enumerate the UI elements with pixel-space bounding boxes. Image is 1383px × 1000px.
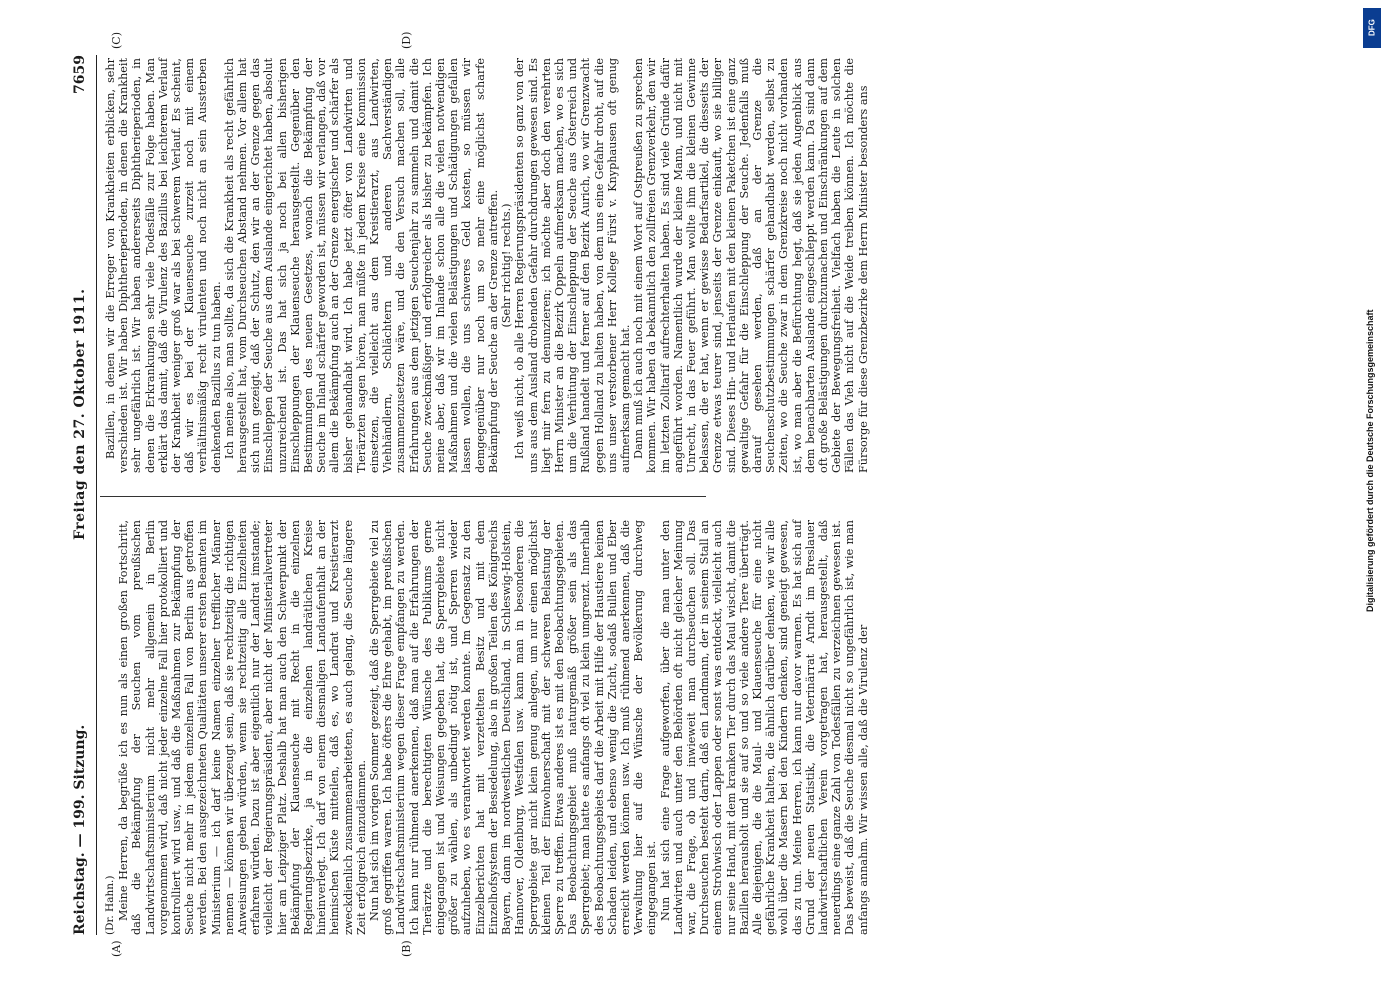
- left-paragraph: Nun hat sich im vorigen Sommer gezeigt, daß die Sperrgebiete viel zu groß gegriffen waren. Ich habe öfters die Ehre gehabt, im preußischen Landwirtschaftsministerium wegen dieser Frage empfangen zu werden. Ich kann nur rühmend anerkennen, daß man auf die Erfahrungen der Tierärzte und die berechtigten Wünsche des Publikums gerne eingegangen ist und Weisungen gegeben hat, die Sperrgebiete nicht größer zu wählen, als unbedingt nötig ist, und Sperren wieder aufzuheben, wo es verantwortet werden konnte. Im Gegensatz zu den Einzelberichten hat mit verzettelten Besitz und mit dem Einzelhofsystem der Besiedelung, also in großen Teilen des Königreichs Bayern, dann im nordwestlichen Deutschland, in Schleswig-Holstein, Hannover, Oldenburg, Westfalen usw. kann man in besonderen die Sperrgebiete gar nicht klein genug anlegen, um nur einen möglichst kleinen Teil der Einwohnerschaft mit der schweren Belastung der Sperre zu treffen. Etwas anderes ist es mit den Beobachtungsgebieten. Das Beobachtungsgebiet muß naturgemäß größer sein als das Sperrgebiet; man hatte es anfangs oft viel zu klein umgrenzt. Innerhalb des Beobachtungsgebiets darf die Arbeit mit Hilfe der Haustiere keinen Schaden leiden, und ebenso wenig die Zucht, sodaß Bullen und Eber erreicht werden können usw. Ich muß rühmend anerkennen, daß die Verwaltung hier auf die Wünsche der Bevölkerung durchweg eingegangen ist.: [368, 520, 659, 935]
- marker-a: (A): [110, 940, 123, 957]
- left-column: [104, 520, 870, 935]
- right-paragraph: Bazillen, in denen wir die Erreger von Krankheiten erblicken, sehr verschieden ist. Wir haben Diphtherieperioden, in denen die Krankheit sehr ungefährlich ist. Wir haben andererseits Diphtherieperioden, in denen die Erkrankungen sehr viele Todesfälle zur Folge haben. Man erklärt das damit, daß die Virulenz des Bazillus bei leichterem Verlauf der Krankheit weniger groß war als bei schwerem Verlauf. Es scheint, daß wir es bei der Klauenseuche zurzeit noch mit einem verhältnismäßig recht virulenten und noch nicht an sein Aussterben denkenden Bazillus zu tun haben.: [104, 58, 223, 473]
- marker-c: (C): [110, 32, 123, 49]
- column-divider: [100, 496, 706, 497]
- digitization-credit: Digitalisierung gefördert durch die Deutsche Forschungsgemeinschaft: [1365, 309, 1375, 612]
- left-paragraph: Nun hat sich eine Frage aufgeworfen, über die man unter den Landwirten und auch unter den Behörden oft nicht gleicher Meinung war, die Frage, ob und inwieweit man durchseuchen soll. Das Durchseuchen besteht darin, daß ein Landmann, der in seinem Stall an einem Strohwisch oder Lappen oder sonst was entdeckt, vielleicht auch nur seine Hand, mit dem kranken Tier durch das Maul wischt, damit die Bazillen herausholt und sie auf so und so viele andere Tiere überträgt. Alle diejenigen, die die Maul- und Klauenseuche für eine nicht gefährliche Krankheit halten, die ähnlich darüber denken, wie wir alle wohl über die Masern bei den Kindern denken, sind geneigt gewesen, das zu tun. Meine Herren, ich kann nur davor warnen. Es hat sich auf Grund der neuen Statistik, die Veterinärrat Arndt im Breslauer landwirtschaftlichen Verein vorgetragen hat, herausgestellt, daß neuerdings eine ganze Zahl von Todesfällen zu verzeichnen gewesen ist. Das beweist, daß die Seuche diesmal nicht so ungefährlich ist, wie man anfangs annahm. Wir wissen alle, daß die Virulenz der: [658, 520, 870, 935]
- right-paragraph: Ich meine also, man sollte, da sich die Krankheit als recht gefährlich herausgestellt hat, vom Durchseuchen Abstand nehmen. Vor allem hat sich nun gezeigt, daß der Schutz, den wir an der Grenze gegen das Einschleppen der Seuche aus dem Auslande eingerichtet haben, absolut unzureichend ist. Das hat sich ja noch bei allen bisherigen Einschleppungen der Klauenseuche herausgestellt. Gegenüber den Bestimmungen des neuen Gesetzes, wonach die Bekämpfung der Seuche im Inland schärfer geworden ist, müssen wir verlangen, daß vor allem die Bekämpfung auch an der Grenze energischer und schärfer als bisher gehandhabt wird. Ich habe jetzt öfter von Landwirten und Tierärzten sagen hören, man müßte in jedem Kreise eine Kommission einsetzen, die vielleicht aus dem Kreistierarzt, aus Landwirten, Viehhändlern, Schlächtern und anderen Sachverständigen zusammenzusetzen wäre, und die den Versuch machen soll, alle Erfahrungen aus dem jetzigen Seuchenjahr zu sammeln und damit die Seuche zweckmäßiger und erfolgreicher als bisher zu bekämpfen. Ich meine aber, daß wir im Inlande schon alle die vielen notwendigen Maßnahmen und die vielen Belästigungen und Schädigungen gefallen lassen wollen, die uns schweres Geld kosten, so müssen wir demgegenüber nur noch um so mehr eine möglichst scharfe Bekämpfung der Seuche an der Grenze antreffen.: [222, 58, 500, 473]
- rotated-page: [70, 31, 870, 957]
- marker-b: (B): [400, 940, 413, 957]
- right-paragraph: Dann muß ich auch noch mit einem Wort auf Ostpreußen zu sprechen kommen. Wir haben da bekanntlich den zollfreien Grenzverkehr, den wir im letzten Zolltarif aufrechterhalten haben. Es sind viele Gründe dafür angeführt worden. Namentlich wurde der kleine Mann, und nicht mit Unrecht, in das Feuer geführt. Man wollte ihm die kleinen Gewinne belassen, die er hat, wenn er gewisse Bedarfsartikel, die diesseits der Grenze etwas teurer sind, jenseits der Grenze einkauft, wo sie billiger sind. Dieses Hin- und Herlaufen mit den kleinen Paketchen ist eine ganz gewaltige Gefahr für die Einschleppung der Seuche. Jedenfalls muß darauf gesehen werden, daß an der Grenze die Seuchenschutzbestimmungen schärfer gehandhabt werden, selbst zu Zeiten, wo die Seuche zwar in dem Grenzkreise noch nicht vorhanden ist, wo man aber die Befürchtung hegt, daß sie jeden Augenblick aus dem benachbarten Auslande eingeschleppt werden kann. Da sind dann oft große Belästigungen durchzumachen und Einschränkungen auf dem Gebiete der Bewegungsfreiheit. Vielfach haben die Leute in solchen Fällen das Vieh nicht auf die Weide treiben können. Ich möchte die Fürsorge für diese Grenzbezirke dem Herrn Minister besonders ans: [632, 58, 870, 473]
- interjection: (Sehr richtig! rechts.): [500, 203, 514, 328]
- right-paragraph: Ich weiß nicht, ob alle Herren Regierungspräsidenten so ganz von der uns aus dem Ausland drohenden Gefahr durchdrungen gewesen sind. Es liegt mir fern zu denunzieren; ich möchte aber doch den verehrten Herrn Minister an die Bezirk Oppeln aufmerksam machen, wo es sich um die Verhütung der Einschleppung der Seuche aus Österreich und Rußland handelt und ferner auf den Bezirk Aurich, wo wir Grenzwacht gegen Holland zu halten haben, von dem uns eine Gefahr droht, auf die uns unser verstorbener Herr Kollege Fürst v. Knyphausen oft genug aufmerksam gemacht hat.: [513, 58, 632, 473]
- header-session: Reichstag. — 199. Sitzung.: [72, 724, 88, 935]
- header-page-number: 7659: [72, 55, 88, 94]
- left-paragraph: Meine Herren, da begrüße ich es nun als einen großen Fortschritt, daß die Bekämpfung der Seuchen vom preußischen Landwirtschaftsministerium nicht mehr allgemein in Berlin vorgenommen wird, daß nicht jeder einzelne Fall hier protokolliert und kontrolliert wird usw., und daß die Maßnahmen zur Bekämpfung der Seuche nicht mehr in jedem einzelnen Fall von Berlin aus getroffen werden. Bei den ausgezeichneten Qualitäten unserer ersten Beamten im Ministerium — ich darf keine Namen einzelner trefflicher Männer nennen — können wir überzeugt sein, daß sie rechtzeitig die richtigen Anweisungen geben würden, wenn sie rechtzeitig alle Einzelheiten erfahren würden. Dazu ist aber eigentlich nur der Landrat imstande; vielleicht der Regierungspräsident, aber nicht der Ministerialvertreter hier am Leipziger Platz. Deshalb hat man auch den Schwerpunkt der Bekämpfung der Klauenseuche mit Recht in die einzelnen Regierungsbezirke, ja in die einzelnen landrätlichen Kreise hineinverlegt. Ich darf von einem diesmaligen Landaufenthalt an der heimischen Küste mitteilen, daß es, wo Landrat und Kreistierarzt zweckdienlich zusammenarbeiteten, es auch gelang, die Seuche längere Zeit erfolgreich einzudämmen.: [117, 520, 368, 935]
- digitization-sidebar: [1363, 8, 1381, 992]
- page-header: [70, 55, 97, 935]
- speaker-label: (Dr. Hahn.): [104, 875, 116, 935]
- right-column: [104, 58, 870, 473]
- header-date: Freitag den 27. Oktober 1911.: [72, 288, 88, 540]
- marker-d: (D): [400, 31, 413, 49]
- dfg-logo-icon: DFG: [1363, 8, 1381, 48]
